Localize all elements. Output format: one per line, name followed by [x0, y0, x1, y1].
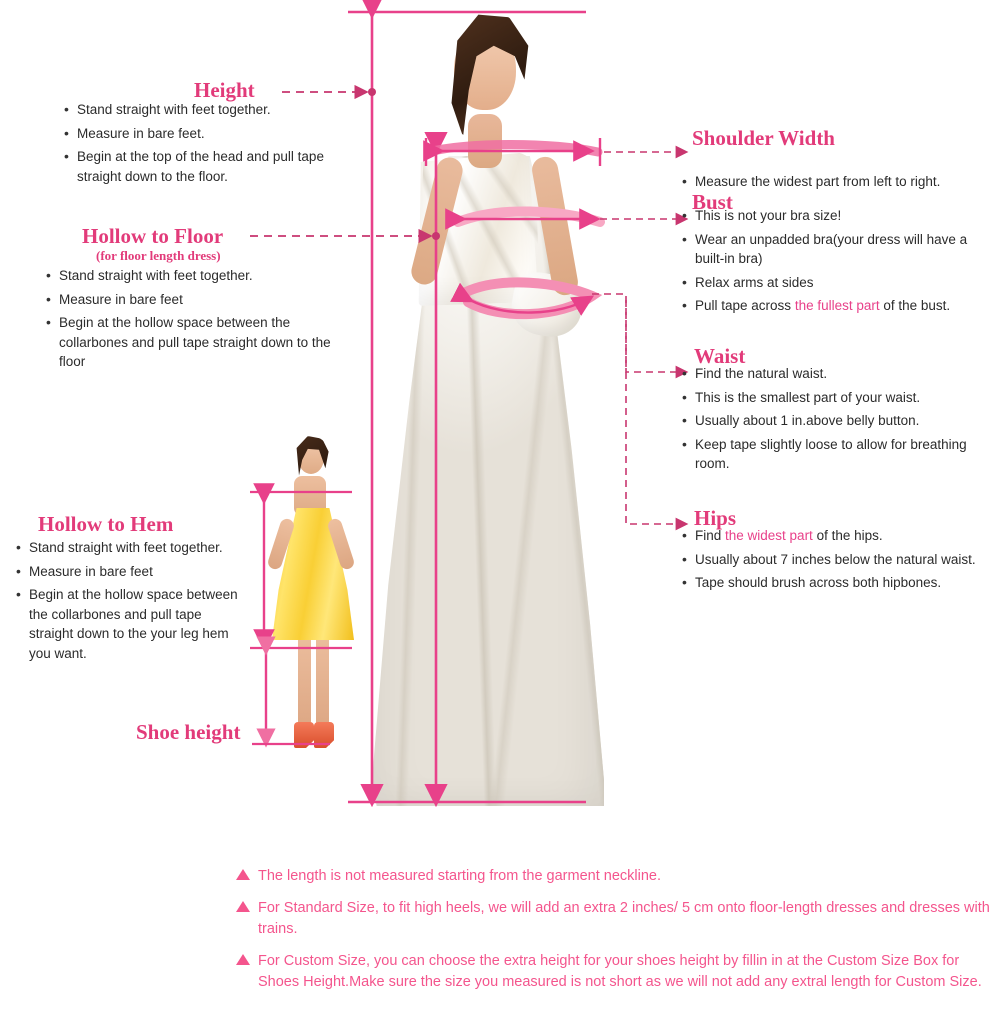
list-item: • Measure in bare feet	[14, 562, 248, 582]
hips-measure-line	[626, 300, 686, 524]
list-item: • Stand straight with feet together.	[44, 266, 344, 286]
small-model-right-leg	[316, 632, 329, 728]
list-item: • This is the smallest part of your waist.	[680, 388, 1000, 408]
bust-bullets	[680, 206, 1000, 320]
hips-bullets	[680, 526, 1000, 597]
list-item: • This is not your bra size!	[680, 206, 1000, 226]
note-text: For Standard Size, to fit high heels, we will add an extra 2 inches/ 5 cm onto floor-length dresses and dresses with trains.	[258, 900, 990, 938]
bust-bullet-highlight: the fullest part	[794, 298, 880, 314]
hollow-to-floor-subheading: (for floor length dress)	[96, 248, 221, 263]
hips-bullet-highlight: the widest part	[725, 528, 813, 543]
note-item	[236, 866, 996, 887]
list-item: • Measure the widest part from left to right.	[680, 172, 1000, 192]
list-item: • Begin at the hollow space between the collarbones and pull tape straight down to the your leg hem you want.	[14, 585, 248, 663]
hips-bullet-pre: Find	[695, 528, 726, 543]
bust-bullet-post: of the bust.	[879, 298, 951, 314]
height-heading: Height	[194, 78, 255, 102]
footer-notes	[236, 866, 996, 1004]
list-item	[680, 526, 1000, 546]
waist-bullets	[680, 364, 1000, 478]
list-item: • Keep tape slightly loose to allow for breathing room.	[680, 435, 1000, 474]
height-bullets	[62, 100, 362, 190]
note-text: For Custom Size, you can choose the extra height for your shoes height by fillin in at the Custom Size Box for Shoes Height.Make sure the size you measured is not short as we will not add any extral length for Custom Size.	[258, 953, 982, 991]
small-model-right-shoe	[314, 722, 334, 748]
note-item	[236, 951, 996, 993]
shoulder-width-heading: Shoulder Width	[692, 126, 835, 150]
list-item: • Begin at the top of the head and pull tape straight down to the floor.	[62, 147, 362, 186]
list-item: • Usually about 1 in.above belly button.	[680, 411, 1000, 431]
list-item	[680, 296, 1000, 316]
hips-heading: Hips	[694, 506, 737, 530]
list-item: • Wear an unpadded bra(your dress will have a built-in bra)	[680, 230, 1000, 269]
model-neck	[468, 114, 502, 168]
warning-triangle-icon	[236, 901, 250, 912]
short-yellow-dress-model-photo	[258, 436, 368, 756]
list-item: • Usually about 7 inches below the natural waist.	[680, 550, 1000, 570]
waist-heading: Waist	[694, 344, 746, 368]
shoe-height-heading: Shoe height	[136, 720, 241, 744]
warning-triangle-icon	[236, 869, 250, 880]
hollow-to-floor-bullets	[44, 266, 344, 376]
list-item: • Stand straight with feet together.	[14, 538, 248, 558]
list-item: • Measure in bare feet	[44, 290, 344, 310]
list-item: • Relax arms at sides	[680, 273, 1000, 293]
warning-triangle-icon	[236, 954, 250, 965]
list-item: • Find the natural waist.	[680, 364, 1000, 384]
list-item: • Tape should brush across both hipbones.	[680, 573, 1000, 593]
note-text: The length is not measured starting from the garment neckline.	[258, 868, 661, 884]
list-item: • Stand straight with feet together.	[62, 100, 362, 120]
hollow-to-hem-bullets	[14, 538, 248, 667]
hips-bullet-post: of the hips.	[812, 528, 883, 543]
hollow-to-hem-heading: Hollow to Hem	[38, 512, 174, 536]
small-model-left-shoe	[294, 722, 314, 748]
small-model-left-leg	[298, 632, 311, 728]
list-item: • Measure in bare feet.	[62, 124, 362, 144]
list-item: • Begin at the hollow space between the collarbones and pull tape straight down to the floor	[44, 313, 344, 372]
note-item	[236, 898, 996, 940]
bridal-gown-model-photo	[372, 6, 604, 806]
bust-bullet-pre: Pull tape across	[695, 298, 795, 314]
hollow-to-floor-heading: Hollow to Floor	[82, 224, 224, 248]
bust-heading: Bust	[692, 190, 733, 214]
